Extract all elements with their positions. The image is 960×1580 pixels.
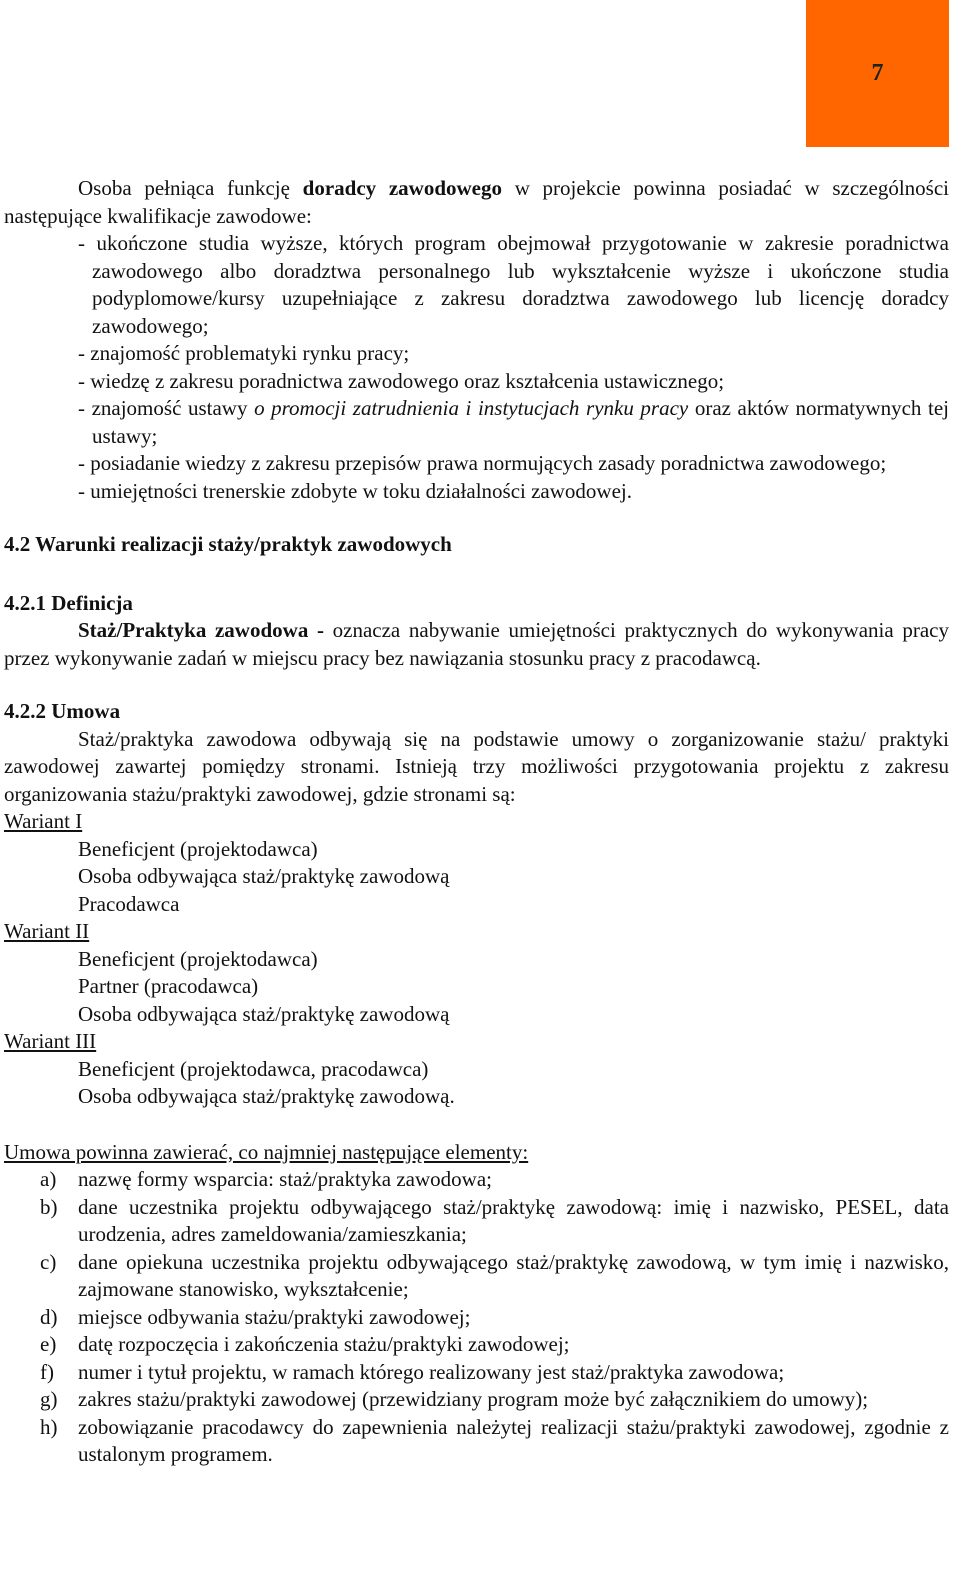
intro-paragraph: Osoba pełniąca funkcję doradcy zawodowego w projekcie powinna posiadać w szczególności następujące kwalifikacje zawodowe:	[4, 176, 949, 228]
list-item: c) dane opiekuna uczestnika projektu odbywającego staż/praktykę zawodową, w tym imię i nazwisko, zajmowane stanowisko, wykształcenie;	[40, 1249, 949, 1301]
definition-term: Staż/Praktyka zawodowa -	[78, 618, 324, 642]
agreement-heading: 4.2.2 Umowa	[4, 699, 121, 723]
party-item: Partner (pracodawca)	[78, 974, 259, 998]
list-marker: g)	[40, 1387, 58, 1411]
list-marker: b)	[40, 1194, 58, 1219]
list-marker: d)	[40, 1304, 58, 1329]
agreement-paragraph: Staż/praktyka zawodowa odbywają się na podstawie umowy o zorganizowanie stażu/ praktyki zawodowej zawartej pomiędzy stronami. Istnieją trzy możliwości przygotowania projektu z zakresu organizowania stażu/praktyki zawodowej, gdzie stronami są:	[4, 726, 949, 806]
section-heading: 4.2 Warunki realizacji staży/praktyk zawodowych	[4, 532, 452, 556]
party-item: Osoba odbywająca staż/praktykę zawodową	[78, 1001, 450, 1026]
qualifications-list	[4, 230, 949, 505]
elements-list	[4, 1166, 949, 1469]
document-body	[4, 175, 949, 1469]
list-item: g) zakres stażu/praktyki zawodowej (przewidziany program może być załącznikiem do umowy);	[4, 1386, 949, 1414]
list-item: e) datę rozpoczęcia i zakończenia stażu/praktyki zawodowej;	[4, 1331, 949, 1359]
list-item: - posiadanie wiedzy z zakresu przepisów prawa normujących zasady poradnictwa zawodowego;	[78, 451, 887, 475]
definition-heading: 4.2.1 Definicja	[4, 590, 133, 615]
party-item: Pracodawca	[78, 891, 180, 916]
party-item: Beneficjent (projektodawca)	[78, 836, 318, 861]
list-item: - umiejętności trenerskie zdobyte w toku działalności zawodowej.	[78, 478, 632, 503]
list-marker: a)	[40, 1167, 57, 1191]
list-item: - ukończone studia wyższe, których program obejmował przygotowanie w zakresie poradnictwa zawodowego albo doradztwa personalnego lub wykształcenie wyższe i ukończone studia podyplomowe/kursy uzupełniające z zakresu doradztwa zawodowego lub licencję doradcy zawodowego;	[78, 231, 949, 338]
page-number: 7	[871, 60, 884, 86]
variant-label: Wariant I	[4, 809, 83, 833]
page-number-badge	[806, 0, 949, 147]
list-marker: f)	[40, 1359, 54, 1384]
list-item: a) nazwę formy wsparcia: staż/praktyka zawodowa;	[4, 1166, 949, 1194]
list-item: - znajomość ustawy o promocji zatrudnienia i instytucjach rynku pracy oraz aktów normatywnych tej ustawy;	[78, 396, 949, 448]
law-title: o promocji zatrudnienia i instytucjach rynku pracy	[254, 396, 689, 420]
list-marker: c)	[40, 1249, 57, 1274]
role-term: doradcy zawodowego	[302, 176, 502, 200]
variant-label: Wariant III	[4, 1029, 97, 1053]
list-item: d) miejsce odbywania stażu/praktyki zawodowej;	[4, 1304, 949, 1332]
definition-paragraph: Staż/Praktyka zawodowa - oznacza nabywanie umiejętności praktycznych do wykonywania pracy przez wykonywanie zadań w miejscu pracy bez nawiązania stosunku pracy z pracodawcą.	[4, 618, 949, 670]
list-item: b) dane uczestnika projektu odbywającego staż/praktykę zawodową: imię i nazwisko, PESEL, data urodzenia, adres zameldowania/zamieszkania;	[40, 1194, 949, 1246]
party-item: Osoba odbywająca staż/praktykę zawodową.	[78, 1084, 455, 1108]
variant-block	[4, 1028, 949, 1111]
list-item: f) numer i tytuł projektu, w ramach którego realizowany jest staż/praktyka zawodowa;	[4, 1359, 949, 1387]
party-item: Beneficjent (projektodawca)	[78, 946, 318, 971]
variant-block	[4, 808, 949, 918]
variant-block	[4, 918, 949, 1028]
party-item: Beneficjent (projektodawca, pracodawca)	[78, 1056, 429, 1081]
list-item: - wiedzę z zakresu poradnictwa zawodowego oraz kształcenia ustawicznego;	[78, 368, 725, 393]
variant-label: Wariant II	[4, 919, 90, 943]
list-item: h) zobowiązanie pracodawcy do zapewnienia należytej realizacji stażu/praktyki zawodowej, zgodnie z ustalonym programem.	[40, 1414, 949, 1466]
party-item: Osoba odbywająca staż/praktykę zawodową	[78, 864, 450, 888]
list-item: - znajomość problematyki rynku pracy;	[78, 341, 410, 365]
list-marker: h)	[40, 1414, 58, 1439]
list-marker: e)	[40, 1332, 57, 1356]
elements-heading: Umowa powinna zawierać, co najmniej następujące elementy:	[4, 1139, 529, 1164]
